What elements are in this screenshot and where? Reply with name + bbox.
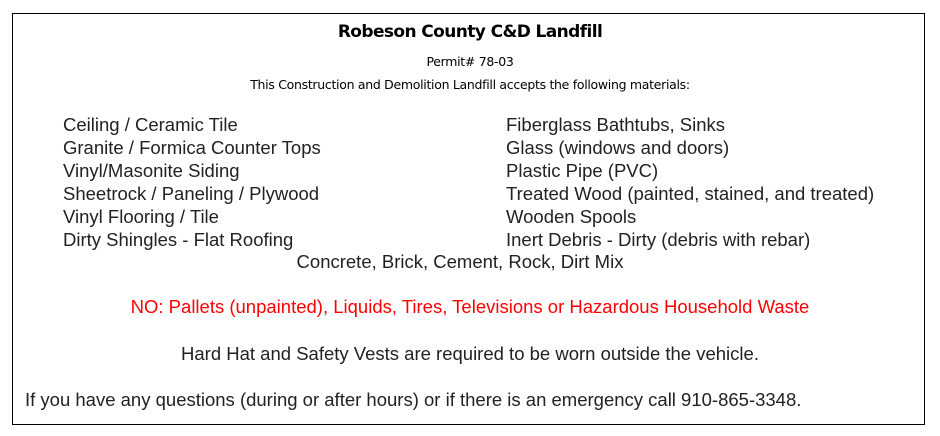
list-item: Inert Debris - Dirty (debris with rebar) xyxy=(506,229,811,250)
list-item: Vinyl Flooring / Tile xyxy=(63,206,219,227)
contact-notice: If you have any questions (during or after hours) or if there is an emergency call 910-865-3348. xyxy=(25,389,802,410)
permit-number: Permit# 78-03 xyxy=(426,54,514,69)
page-title: Robeson County C&D Landfill xyxy=(337,22,603,42)
list-item: Plastic Pipe (PVC) xyxy=(506,160,659,181)
list-item: Glass (windows and doors) xyxy=(506,137,730,158)
materials-list-left xyxy=(63,113,321,251)
list-item: Ceiling / Ceramic Tile xyxy=(63,114,238,135)
list-item: Fiberglass Bathtubs, Sinks xyxy=(506,114,726,135)
list-item: Dirty Shingles - Flat Roofing xyxy=(63,229,294,250)
list-item: Treated Wood (painted, stained, and treated) xyxy=(506,183,875,204)
safety-notice: Hard Hat and Safety Vests are required to be worn outside the vehicle. xyxy=(181,343,759,364)
list-item: Sheetrock / Paneling / Plywood xyxy=(63,183,320,204)
list-item: Wooden Spools xyxy=(506,206,637,227)
materials-mix: Concrete, Brick, Cement, Rock, Dirt Mix xyxy=(296,251,624,272)
intro-text: This Construction and Demolition Landfill accepts the following materials: xyxy=(250,77,690,92)
list-item: Granite / Formica Counter Tops xyxy=(63,137,321,158)
prohibited-items: NO: Pallets (unpainted), Liquids, Tires, Televisions or Hazardous Household Waste xyxy=(130,296,810,317)
materials-list-right xyxy=(506,113,874,251)
list-item: Vinyl/Masonite Siding xyxy=(63,160,240,181)
